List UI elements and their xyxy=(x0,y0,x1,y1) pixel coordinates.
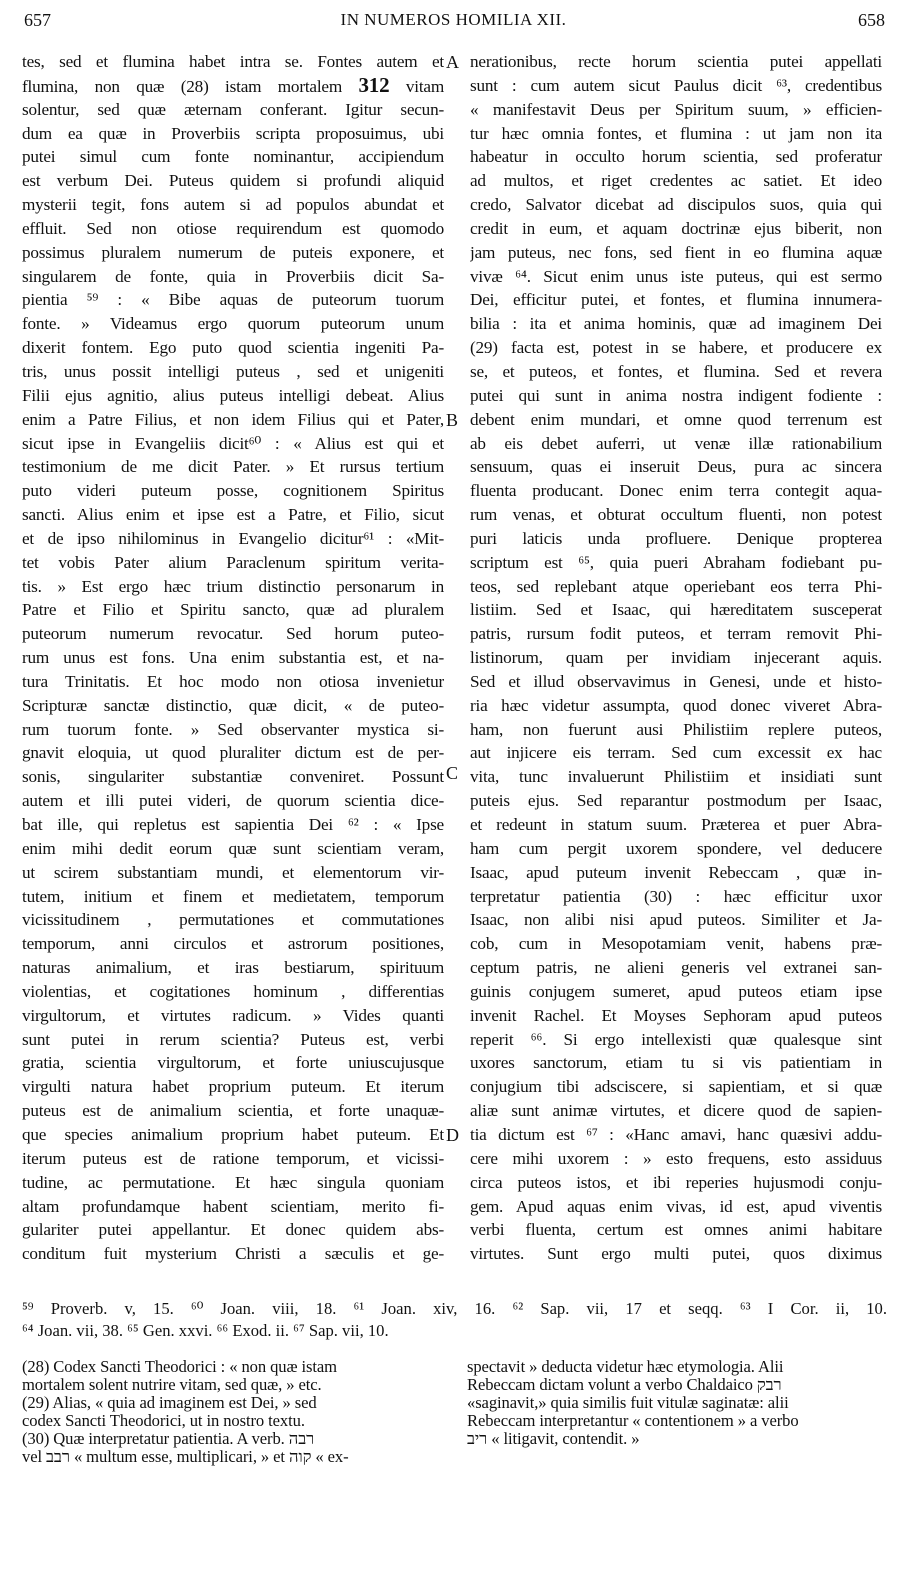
footnotes-right-line: Rebeccam dictam volunt a verbo Chaldaico רבק xyxy=(467,1376,782,1395)
right-column-line: ria hæc videtur assumpta, quod donec viveret Abra- xyxy=(470,695,882,715)
left-column-line: enim mihi dedit eorum quæ sunt scientiam veram, xyxy=(22,838,444,858)
right-column-line: teos, sed replebant atque operiebant eos terra Phi- xyxy=(470,576,882,596)
right-column-line: scriptum est ⁶⁵, quia pueri Abraham fodiebant pu- xyxy=(470,552,882,572)
right-column-line: gem. Apud aquas enim vivas, id est, apud viventis xyxy=(470,1196,882,1216)
left-column-line: violentias, et cogitationes hominum , differentias xyxy=(22,981,444,1001)
running-header xyxy=(0,6,907,46)
scripture-references xyxy=(22,1298,887,1342)
left-column-line: enim a Patre Filius, et non idem Filius qui et Pater, xyxy=(22,409,444,429)
right-column-line: reperit ⁶⁶. Si ergo intellexisti quæ qualesque sint xyxy=(470,1029,882,1049)
left-column-line: ut scirem substantiam mundi, et elementorum vir- xyxy=(22,862,444,882)
running-title: IN NUMEROS HOMILIA XII. xyxy=(340,10,567,29)
footnotes-left-line: (29) Alias, « quia ad imaginem est Dei, » sed xyxy=(22,1394,317,1413)
left-column-line: tes, sed et flumina habet intra se. Fontes autem et xyxy=(22,52,444,71)
left-column-line: tudine, ac permutatione. Et hæc singula quoniam xyxy=(22,1172,444,1192)
footnotes-right xyxy=(467,1358,882,1448)
left-column-line: virgulti natura habet proprium puteum. Et iterum xyxy=(22,1077,444,1097)
left-column-line: iterum puteus est de ratione temporum, et vicissi- xyxy=(22,1148,444,1168)
margin-page-number: 312 xyxy=(358,73,390,97)
left-column-line: bat ille, qui repletus est sapientia Dei ⁶² : « Ipse xyxy=(22,815,444,834)
left-column-line: gnavit eloquia, ut quod pluraliter dictum est de per- xyxy=(22,743,444,763)
left-column-line: temporum, anni circulos et astrorum positiones, xyxy=(22,934,444,954)
left-column-line: Scripturæ sanctæ distinctio, quæ dicit, « de puteo- xyxy=(22,695,444,715)
left-column-line: puteorum numerum revocatur. Sed horum puteo- xyxy=(22,624,444,644)
left-column-line: testimonium de me dicit Pater. » Et rursus tertium xyxy=(22,457,444,477)
right-column-line: invenit Rachel. Et Moyses Sephoram apud puteos xyxy=(470,1005,882,1025)
left-column-line: virgultorum, et virtutes radicum. » Vides quanti xyxy=(22,1005,444,1025)
left-column-line: sunt putei in rerum scientia? Puteus est, verbi xyxy=(22,1029,444,1049)
right-column-line: aut injicere eis terram. Sed cum excessit ex hac xyxy=(470,743,882,763)
left-column-line: et de ipso nihilominus in Evangelio dicitur⁶¹ : «Mit- xyxy=(22,528,444,548)
right-column-line: Isaac, apud puteum invenit Rebeccam , quæ in- xyxy=(470,862,882,882)
footnotes-left-line: vel רבב « multum esse, multiplicari, » et קוה « ex- xyxy=(22,1448,349,1467)
footnotes-right-line: spectavit » deducta videtur hæc etymologia. Alii xyxy=(467,1358,784,1376)
right-column-line: tia dictum est ⁶⁷ : «Hanc amavi, hanc quæsivi addu- xyxy=(470,1124,882,1144)
right-column-line: Sed et illud observavimus in Genesi, unde et histo- xyxy=(470,671,882,691)
right-column-line: virtutes. Sunt ergo multi putei, quos diximus xyxy=(470,1244,882,1264)
right-column-line: listiim. Sed et Isaac, qui hæreditatem susceperat xyxy=(470,600,882,620)
left-column-line: tutem, initium et finem et medietatem, temporum xyxy=(22,886,444,906)
section-marker-d: D xyxy=(446,1125,459,1145)
left-column-line: sonis, singulariter substantiæ conveniret. Possunt xyxy=(22,767,444,787)
right-column-line: uxores sanctorum, etiam tu si vis patientiam in xyxy=(470,1053,882,1073)
right-column-line: cere mihi uxorem : » esto frequens, esto assiduus xyxy=(470,1148,882,1168)
footnotes-left xyxy=(22,1358,442,1467)
right-column-line: « manifestavit Deus per Spiritum suum, » efficien- xyxy=(470,99,882,119)
right-column-line: rum venas, et obturat occultum fluenti, non potest xyxy=(470,505,882,525)
right-column-line: puteis ejus. Sed reparantur postmodum per Isaac, xyxy=(470,791,882,811)
left-column-line: tet vobis Pater alium Paraclenum spiritum verita- xyxy=(22,552,444,572)
scripture-reference-line: ⁵⁹ Proverb. v, 15. ⁶⁰ Joan. viii, 18. ⁶¹ Joan. xiv, 16. ⁶² Sap. vii, 17 et seqq. ⁶³ I Cor. ii, 10. xyxy=(22,1299,887,1318)
left-column xyxy=(22,50,444,1266)
scripture-reference-line: ⁶⁴ Joan. vii, 38. ⁶⁵ Gen. xxvi. ⁶⁶ Exod. ii. ⁶⁷ Sap. vii, 10. xyxy=(22,1321,389,1340)
right-column-line: jam puteus, nec fons, sed fient in eo flumina aquæ xyxy=(470,242,882,262)
left-column-line: putei simul cum fonte nominantur, accipiendum xyxy=(22,147,444,167)
right-column-line: ceptum patris, ne alieni generis vel extranei san- xyxy=(470,958,882,978)
right-column-line: ad multos, et riget credentes ac satiet. Et ideo xyxy=(470,171,882,191)
right-column-line: tur hæc omnia fontes, et flumina : ut jam non ita xyxy=(470,123,882,143)
right-column-line: putei qui sunt in anima nostra indigent fodiente : xyxy=(470,385,882,405)
left-column-line: que species animalium proprium habet puteum. Et xyxy=(22,1124,444,1144)
left-column-line: puto videri puteum posse, cognitionem Spiritus xyxy=(22,481,444,501)
left-column-line: solentur, sed quæ æternam conferant. Igitur secun- xyxy=(22,99,444,119)
left-column-line: tis. » Est ergo hæc trium distinctio personarum in xyxy=(22,576,444,596)
left-column-line: flumina, non quæ (28) istam mortalem 312 vitam xyxy=(22,73,444,97)
left-column-line: Filii ejus agnitio, alius puteus intelligi debeat. Alius xyxy=(22,385,444,405)
right-column-line: Dei, efficitur putei, et fontes, et flumina innumera- xyxy=(470,290,882,310)
footnotes-right-line: Rebeccam interpretantur « contentionem » a verbo xyxy=(467,1412,799,1431)
right-column-line: cob, cum in Mesopotamiam venit, habens præ- xyxy=(470,934,882,954)
left-column-line: effluit. Sed non otiose requirendum est quomodo xyxy=(22,218,444,238)
right-column-line: se, et puteos, et fontes, et flumina. Sed et revera xyxy=(470,361,882,381)
left-column-line: dum ea quæ in Proverbiis scripta proposuimus, ubi xyxy=(22,123,444,143)
left-column-line: pientia ⁵⁹ : « Bibe aquas de puteorum tuorum xyxy=(22,290,444,310)
left-column-line: gratia, scientia virgultorum, et forte uniuscujusque xyxy=(22,1053,444,1073)
left-column-line: rum unus est fons. Una enim substantia est, et na- xyxy=(22,648,444,668)
left-column-line: dixerit fontem. Ego puto quod scientia ingeniti Pa- xyxy=(22,338,444,358)
left-column-line: possimus pluralem numerum de puteis exponere, et xyxy=(22,242,444,262)
right-column-line: verbi fluenta, certum est omnes animi habitare xyxy=(470,1220,882,1240)
left-column-line: mysterii tegit, fons autem si ad populos abundat et xyxy=(22,195,444,215)
right-column-line: credit in eum, et aquam doctrinæ ejus biberit, non xyxy=(470,218,882,238)
right-column-line: ham cum pergit uxorem spondere, vel deducere xyxy=(470,838,882,858)
right-column-line: (29) facta est, potest in se habere, et producere ex xyxy=(470,338,882,358)
left-column-line: fonte. » Videamus ergo quorum puteorum unum xyxy=(22,314,444,334)
right-column-line: listinorum, quam per invidiam injecerant aquis. xyxy=(470,648,882,668)
footnotes-left-line: (28) Codex Sancti Theodorici : « non quæ istam xyxy=(22,1358,337,1376)
right-column-line: puri laticis unda profluere. Denique propterea xyxy=(470,528,882,548)
right-column-line: et redeunt in statum suum. Præterea et puer Abra- xyxy=(470,815,882,834)
left-column-line: sicut ipse in Evangeliis dicit⁶⁰ : « Alius est qui et xyxy=(22,433,444,453)
right-column-line: conjugium tibi adsciscere, si sapientiam, et si quæ xyxy=(470,1077,882,1097)
left-column-line: gulariter putei appellantur. Et donec quidem abs- xyxy=(22,1220,444,1240)
left-column-line: puteus est de animalium scientia, et forte unaquæ- xyxy=(22,1101,444,1121)
page-number-right: 658 xyxy=(858,10,885,30)
right-column-line: debent enim mundari, et omne quod terrenum est xyxy=(470,409,882,429)
right-column-line: sunt : cum autem sicut Paulus dicit ⁶³, credentibus xyxy=(470,75,882,95)
right-column-line: patris, rursum fodit puteos, et terram removit Phi- xyxy=(470,624,882,644)
right-column-line: nerationibus, recte horum scientia putei appellati xyxy=(470,52,882,71)
left-column-line: rum tuorum fonte. » Sed observanter mystica si- xyxy=(22,719,444,739)
right-column-line: Isaac, non alibi nisi apud puteos. Similiter et Ja- xyxy=(470,910,882,930)
right-column-line: fluenta producant. Donec enim terra contegit aqua- xyxy=(470,481,882,501)
section-marker-a: A xyxy=(446,52,459,72)
left-column-line: conditum fuit mysterium Christi a sæculis et ge- xyxy=(22,1244,444,1264)
section-marker-c: C xyxy=(446,763,459,783)
footnotes-left-line: (30) Quæ interpretatur patientia. A verb. רבה xyxy=(22,1430,315,1449)
left-column-line: naturas animalium, et iras bestiarum, spirituum xyxy=(22,958,444,978)
left-column-line: tura Trinitatis. Et hoc modo non otiosa invenietur xyxy=(22,671,444,691)
right-column-line: credo, Salvator dicebat ad discipulos suos, quia qui xyxy=(470,195,882,215)
right-column-line: ham, non fuerunt ausi Philistiim replere puteos, xyxy=(470,719,882,739)
footnotes-left-line: mortalem solent nutrire vitam, sed quæ, » etc. xyxy=(22,1376,322,1395)
left-column-line: singularem de fonte, quia in Proverbiis dicit Sa- xyxy=(22,266,444,286)
section-marker-b: B xyxy=(446,410,459,430)
left-column-line: sancti. Alius enim et ipse est a Patre, et Filio, sicut xyxy=(22,505,444,525)
left-column-line: altam profundamque habent scientiam, merito fi- xyxy=(22,1196,444,1216)
right-column-line: terpretatur patientia (30) : hæc efficitur uxor xyxy=(470,886,882,906)
right-column-line: circa puteos istos, et ibi reperies hujusmodi conju- xyxy=(470,1172,882,1192)
left-column-line: est verbum Dei. Puteus quidem si profundi aliquid xyxy=(22,171,444,191)
right-column-line: vivæ ⁶⁴. Sicut enim unus iste puteus, qui est sermo xyxy=(470,266,882,286)
right-column-line: habeatur in occulto horum scientia, sed proferatur xyxy=(470,147,882,167)
right-column-line: guinis conjugem sumeret, apud puteos etiam ipse xyxy=(470,981,882,1001)
right-column-line: aliæ sunt animæ virtutes, et dicere quod de sapien- xyxy=(470,1101,882,1121)
left-column-line: vicissitudinem , permutationes et commutationes xyxy=(22,910,444,930)
footnotes-right-line: «saginavit,» quia similis fuit vitulæ saginatæ: alii xyxy=(467,1394,789,1413)
right-column-line: ab eis debet auferri, ut venæ illæ rationabilium xyxy=(470,433,882,453)
right-column-line: sensuum, quas ei inseruit Deus, pura ac sincera xyxy=(470,457,882,477)
right-column xyxy=(470,50,882,1266)
left-column-line: tris, unus possit intelligi puteus , sed et unigeniti xyxy=(22,361,444,381)
page-number-left: 657 xyxy=(24,10,51,30)
right-column-line: bilia : ita et anima hominis, quæ ad imaginem Dei xyxy=(470,314,882,334)
footnotes-right-line: ריב « litigavit, contendit. » xyxy=(467,1430,640,1449)
footnotes-left-line: codex Sancti Theodorici, ut in nostro textu. xyxy=(22,1412,305,1431)
right-column-line: vita, tunc invaluerunt Philistiim et insidiati sunt xyxy=(470,767,882,787)
left-column-line: Patre et Filio et Spiritu sancto, quæ ad pluralem xyxy=(22,600,444,620)
left-column-line: autem et illi putei videri, de quorum scientia dice- xyxy=(22,791,444,811)
